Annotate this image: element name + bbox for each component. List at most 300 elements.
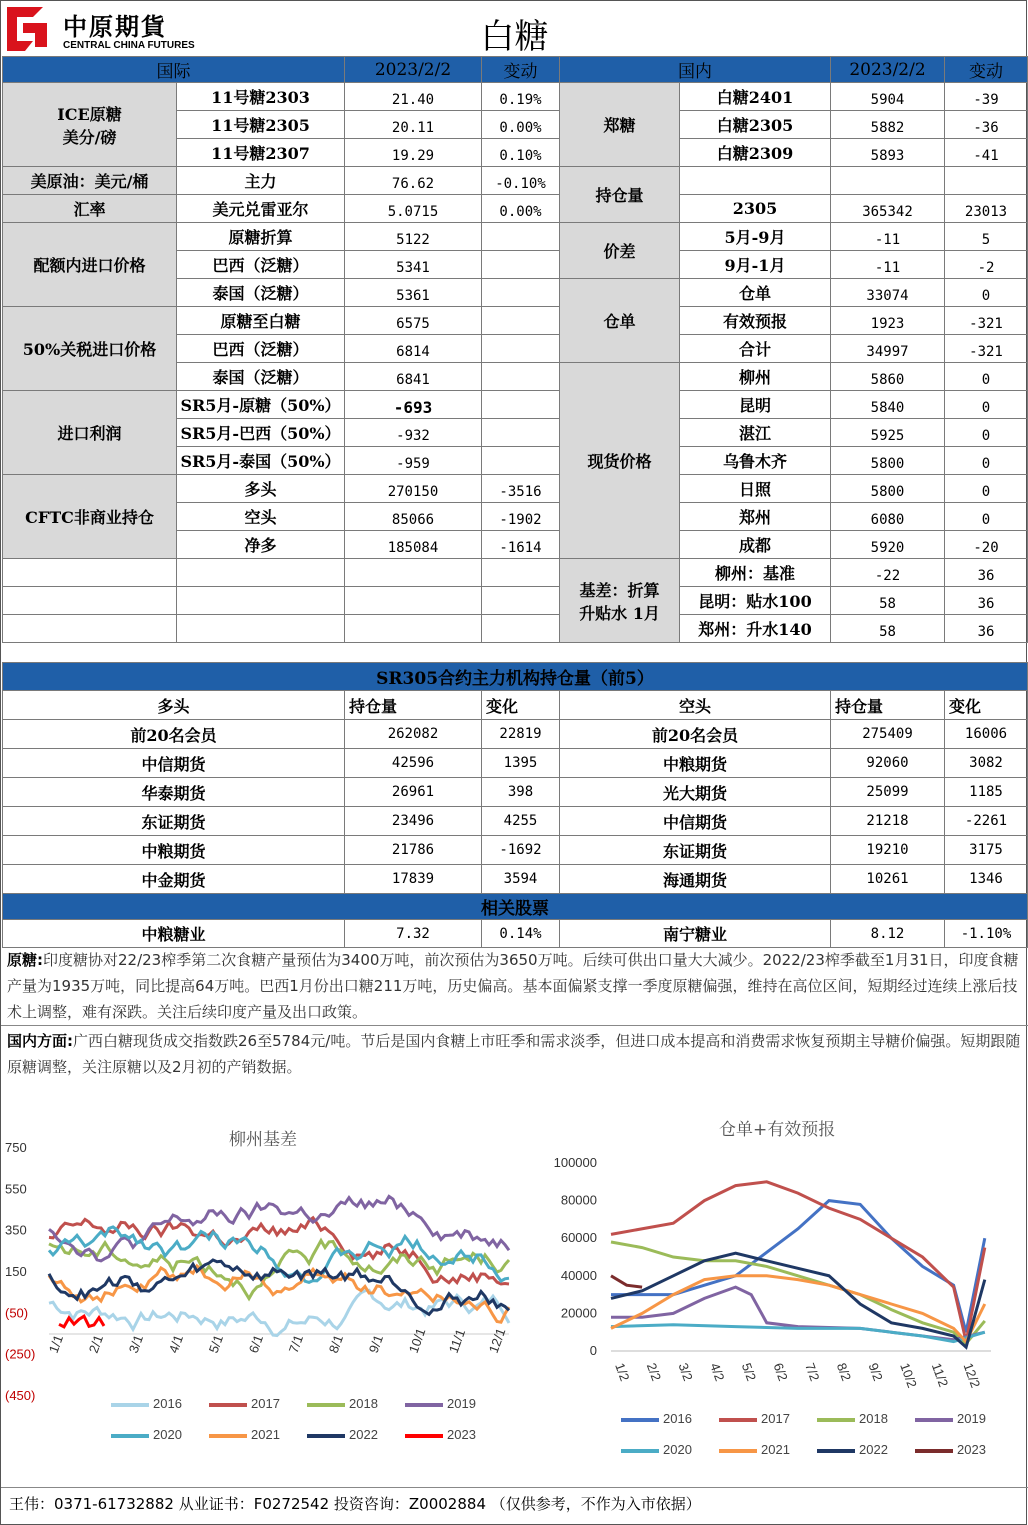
positions-cell: 22819 [482, 720, 560, 749]
dom-item-change: 36 [945, 615, 1028, 643]
positions-head-cell: 持仓量 [831, 691, 945, 720]
series-line-2017 [49, 1218, 509, 1284]
dom-group-label: 持仓量 [560, 167, 680, 223]
x-tick-label: 4/1 [165, 1332, 187, 1356]
intl-item-name: 巴西（泛糖） [177, 251, 345, 279]
legend-swatch [307, 1403, 345, 1407]
positions-cell: 1185 [945, 778, 1028, 807]
market-row [3, 195, 1028, 223]
dom-item-change: 0 [945, 363, 1028, 391]
intl-item-value: 6814 [345, 335, 482, 363]
legend-label: 2016 [153, 1396, 182, 1411]
dom-header: 国内 [560, 57, 831, 83]
market-row [3, 83, 1028, 111]
intl-item-change [482, 279, 560, 307]
legend-swatch [405, 1403, 443, 1407]
dom-item-change: -41 [945, 139, 1028, 167]
intl-item-value: 5361 [345, 279, 482, 307]
legend-swatch [817, 1449, 855, 1453]
empty-cell [345, 587, 482, 615]
dom-group-label: 仓单 [560, 279, 680, 363]
empty-cell [3, 587, 177, 615]
x-tick-label: 5/2 [738, 1360, 760, 1384]
legend-item-2021 [719, 1442, 790, 1457]
positions-cell: 前20名会员 [560, 720, 831, 749]
dom-item-name: 湛江 [680, 419, 831, 447]
intl-item-change [482, 335, 560, 363]
intl-item-change [482, 307, 560, 335]
intl-change-header: 变动 [482, 57, 560, 83]
positions-row [3, 865, 1028, 894]
dom-group-label: 郑糖 [560, 83, 680, 167]
positions-cell: 海通期货 [560, 865, 831, 894]
positions-cell: 东证期货 [560, 836, 831, 865]
dom-item-value: 58 [831, 587, 945, 615]
intl-group-label: ICE原糖 美分/磅 [3, 83, 177, 167]
positions-cell: 3175 [945, 836, 1028, 865]
intl-item-name: SR5月-泰国（50%） [177, 447, 345, 475]
positions-title-row [3, 663, 1028, 691]
dom-item-value: 1923 [831, 307, 945, 335]
dom-item-value: 6080 [831, 503, 945, 531]
intl-item-change: 0.00% [482, 195, 560, 223]
raw-sugar-text: 印度糖协对22/23榨季第二次食糖产量预估为3400万吨，前次预估为3650万吨。后续可供出口量大大减少。2022/23榨季截至1月31日，印度食糖产量为1935万吨，同比提高64万吨。巴西1月份出口糖211万吨，历史偏高。基本面偏紧支撑一季度原糖偏强，维持在高位区间，短期经过连续上涨后技术上调整，难有深跌。关注后续印度产量及出口政策。 [7, 951, 1019, 1021]
positions-cell: 262082 [345, 720, 482, 749]
legend-label: 2017 [761, 1411, 790, 1426]
x-tick-label: 1/1 [45, 1332, 67, 1356]
legend-item-2020 [111, 1427, 182, 1442]
dom-item-value: 5893 [831, 139, 945, 167]
dom-item-name: 郑州 [680, 503, 831, 531]
y-tick-label: 0 [589, 1343, 597, 1358]
x-tick-label: 11/1 [445, 1327, 469, 1356]
positions-cell: 25099 [831, 778, 945, 807]
intl-group-label: CFTC非商业持仓 [3, 475, 177, 559]
intl-item-name: 空头 [177, 503, 345, 531]
positions-cell: -1692 [482, 836, 560, 865]
dom-item-value [831, 167, 945, 195]
legend-item-2020 [621, 1442, 692, 1457]
positions-head-cell: 空头 [560, 691, 831, 720]
dom-item-name: 日照 [680, 475, 831, 503]
legend-item-2017 [719, 1411, 790, 1426]
intl-item-value: 20.11 [345, 111, 482, 139]
legend-item-2017 [209, 1396, 280, 1411]
y-tick-label: 40000 [560, 1267, 597, 1283]
legend-item-2019 [405, 1396, 476, 1411]
positions-table [2, 662, 1028, 948]
intl-group-label: 50%关税进口价格 [3, 307, 177, 391]
dom-item-name: 白糖2305 [680, 111, 831, 139]
intl-item-change [482, 251, 560, 279]
market-row [3, 615, 1028, 643]
dom-item-value: 58 [831, 615, 945, 643]
intl-group-label: 配额内进口价格 [3, 223, 177, 307]
market-table-header [3, 57, 1028, 83]
x-tick-label: 9/2 [865, 1360, 886, 1384]
intl-item-change [482, 419, 560, 447]
positions-row [3, 836, 1028, 865]
page-title: 白糖 [480, 17, 549, 57]
legend-label: 2023 [957, 1442, 986, 1457]
raw-sugar-commentary [3, 947, 1025, 1022]
intl-item-name: 11号糖2303 [177, 83, 345, 111]
y-tick-label: (450) [5, 1388, 36, 1403]
intl-item-name: 原糖至白糖 [177, 307, 345, 335]
legend-label: 2020 [153, 1427, 182, 1442]
positions-head-cell: 变化 [482, 691, 560, 720]
empty-cell [3, 615, 177, 643]
legend-swatch [209, 1403, 247, 1407]
positions-cell: 398 [482, 778, 560, 807]
intl-item-value: -693 [345, 391, 482, 419]
intl-item-value: 21.40 [345, 83, 482, 111]
x-tick-label: 7/1 [285, 1332, 307, 1356]
dom-item-value: 5800 [831, 447, 945, 475]
legend-swatch [621, 1418, 659, 1422]
x-tick-label: 12/2 [960, 1360, 984, 1390]
dom-item-name: 合计 [680, 335, 831, 363]
positions-cell: 中金期货 [3, 865, 345, 894]
x-tick-label: 10/1 [405, 1326, 429, 1356]
warrant-chart [541, 1151, 1016, 1391]
positions-cell: 19210 [831, 836, 945, 865]
intl-header: 国际 [3, 57, 345, 83]
empty-cell [345, 615, 482, 643]
market-row [3, 475, 1028, 503]
legend-swatch [719, 1418, 757, 1422]
positions-cell: 23496 [345, 807, 482, 836]
stock-cell: 南宁糖业 [560, 920, 831, 948]
dom-item-change: 0 [945, 419, 1028, 447]
left-chart-legend [111, 1396, 511, 1456]
dom-item-change: 0 [945, 503, 1028, 531]
x-tick-label: 7/2 [802, 1360, 823, 1384]
empty-cell [177, 615, 345, 643]
dom-group-label: 价差 [560, 223, 680, 279]
positions-cell: 26961 [345, 778, 482, 807]
legend-label: 2021 [761, 1442, 790, 1457]
raw-sugar-label: 原糖: [7, 951, 43, 969]
dom-item-change: -20 [945, 531, 1028, 559]
legend-item-2022 [307, 1427, 378, 1442]
legend-label: 2018 [859, 1411, 888, 1426]
footer-contact: 王伟：0371-61732882 从业证书：F0272542 投资咨询：Z0002884 （仅供参考，不作为入市依据） [9, 1495, 701, 1513]
intl-item-change: -1902 [482, 503, 560, 531]
x-tick-label: 2/2 [643, 1360, 665, 1384]
intl-item-value: -932 [345, 419, 482, 447]
intl-group-label: 汇率 [3, 195, 177, 223]
x-tick-label: 8/2 [833, 1360, 855, 1384]
intl-item-name: 巴西（泛糖） [177, 335, 345, 363]
stock-cell: 0.14% [482, 920, 560, 948]
market-row [3, 391, 1028, 419]
legend-label: 2023 [447, 1427, 476, 1442]
positions-cell: 21218 [831, 807, 945, 836]
y-tick-label: 350 [5, 1222, 27, 1238]
legend-item-2023 [405, 1427, 476, 1442]
y-tick-label: 100000 [553, 1155, 597, 1170]
y-tick-label: 750 [5, 1140, 27, 1155]
liuzhou-basis-chart [1, 1136, 516, 1403]
positions-cell: 16006 [945, 720, 1028, 749]
legend-label: 2020 [663, 1442, 692, 1457]
logo-cn-text: 中原期貨 [63, 13, 167, 41]
dom-item-name: 5月-9月 [680, 223, 831, 251]
dom-item-change [945, 167, 1028, 195]
legend-swatch [719, 1449, 757, 1453]
legend-swatch [621, 1449, 659, 1453]
x-tick-label: 11/2 [928, 1360, 952, 1389]
empty-cell [482, 615, 560, 643]
intl-item-value: 5122 [345, 223, 482, 251]
intl-item-change [482, 223, 560, 251]
market-row [3, 587, 1028, 615]
intl-item-name: SR5月-巴西（50%） [177, 419, 345, 447]
y-tick-label: 150 [5, 1264, 27, 1279]
positions-cell: 42596 [345, 749, 482, 778]
positions-row [3, 807, 1028, 836]
legend-swatch [915, 1418, 953, 1422]
report-header [1, 1, 1028, 56]
intl-date-header: 2023/2/2 [345, 57, 482, 83]
dom-item-name: 有效预报 [680, 307, 831, 335]
intl-item-name: SR5月-原糖（50%） [177, 391, 345, 419]
market-table [2, 56, 1028, 643]
positions-row [3, 778, 1028, 807]
series-line-2023 [59, 1316, 104, 1327]
footer-divider [1, 1487, 1028, 1488]
positions-cell: 92060 [831, 749, 945, 778]
dom-item-name: 乌鲁木齐 [680, 447, 831, 475]
intl-item-value: 5.0715 [345, 195, 482, 223]
legend-label: 2019 [957, 1411, 986, 1426]
empty-cell [177, 587, 345, 615]
positions-head-cell: 多头 [3, 691, 345, 720]
x-tick-label: 3/1 [125, 1332, 147, 1356]
positions-head-cell: 变化 [945, 691, 1028, 720]
legend-item-2016 [111, 1396, 182, 1411]
y-tick-label: 60000 [560, 1230, 597, 1246]
stocks-title: 相关股票 [3, 894, 1028, 920]
intl-item-value: 270150 [345, 475, 482, 503]
intl-item-value: 6575 [345, 307, 482, 335]
x-tick-label: 9/1 [365, 1332, 387, 1356]
stocks-title-row [3, 894, 1028, 920]
dom-item-name [680, 167, 831, 195]
dom-item-name: 郑州：升水140 [680, 615, 831, 643]
intl-item-value: 185084 [345, 531, 482, 559]
dom-item-name: 白糖2309 [680, 139, 831, 167]
dom-date-header: 2023/2/2 [831, 57, 945, 83]
positions-cell: 中信期货 [560, 807, 831, 836]
x-tick-label: 10/2 [897, 1360, 920, 1390]
x-tick-label: 1/2 [612, 1360, 633, 1384]
dom-item-change: 0 [945, 279, 1028, 307]
dom-item-value: 5925 [831, 419, 945, 447]
positions-cell: 中粮期货 [3, 836, 345, 865]
dom-item-name: 昆明：贴水100 [680, 587, 831, 615]
positions-cell: 中粮期货 [560, 749, 831, 778]
x-tick-label: 6/1 [245, 1332, 267, 1356]
dom-group-label: 现货价格 [560, 363, 680, 559]
domestic-text: 广西白糖现货成交指数跌26至5784元/吨。节后是国内食糖上市旺季和需求淡季，但进口成本提高和消费需求恢复预期主导糖价偏强。短期跟随原糖调整，关注原糖以及2月初的产销数据。 [7, 1032, 1021, 1076]
stock-cell: 7.32 [345, 920, 482, 948]
positions-cell: 光大期货 [560, 778, 831, 807]
positions-cell: -2261 [945, 807, 1028, 836]
logo-en-text: CENTRAL CHINA FUTURES [63, 40, 195, 51]
empty-cell [345, 559, 482, 587]
dom-item-change: 36 [945, 559, 1028, 587]
positions-cell: 中信期货 [3, 749, 345, 778]
x-tick-label: 12/1 [485, 1326, 509, 1356]
positions-head-row [3, 691, 1028, 720]
legend-label: 2018 [349, 1396, 378, 1411]
dom-item-change: 36 [945, 587, 1028, 615]
intl-item-value: 6841 [345, 363, 482, 391]
positions-cell: 10261 [831, 865, 945, 894]
series-line-2021 [611, 1276, 985, 1342]
dom-item-value: 365342 [831, 195, 945, 223]
empty-cell [482, 559, 560, 587]
dom-item-change: 0 [945, 447, 1028, 475]
intl-item-change: 0.10% [482, 139, 560, 167]
dom-item-change: 0 [945, 391, 1028, 419]
dom-item-value: 5882 [831, 111, 945, 139]
positions-cell: 21786 [345, 836, 482, 865]
dom-item-value: 34997 [831, 335, 945, 363]
positions-cell: 1346 [945, 865, 1028, 894]
x-tick-label: 2/1 [85, 1332, 107, 1356]
intl-item-change: 0.00% [482, 111, 560, 139]
dom-item-value: -22 [831, 559, 945, 587]
dom-item-change: -36 [945, 111, 1028, 139]
positions-cell: 275409 [831, 720, 945, 749]
series-line-2021 [49, 1266, 509, 1322]
intl-item-change [482, 363, 560, 391]
y-tick-label: 20000 [560, 1305, 597, 1321]
stock-cell: 8.12 [831, 920, 945, 948]
intl-item-name: 11号糖2305 [177, 111, 345, 139]
legend-swatch [915, 1449, 953, 1453]
series-line-2016 [611, 1201, 985, 1333]
intl-item-change: -0.10% [482, 167, 560, 195]
dom-item-value: -11 [831, 251, 945, 279]
y-tick-label: 550 [5, 1181, 27, 1197]
right-chart-legend [621, 1411, 1021, 1471]
market-row [3, 223, 1028, 251]
legend-swatch [209, 1434, 247, 1438]
intl-item-change [482, 447, 560, 475]
intl-item-change: -1614 [482, 531, 560, 559]
x-tick-label: 5/1 [205, 1332, 227, 1356]
intl-group-label: 美原油：美元/桶 [3, 167, 177, 195]
series-line-2023 [611, 1276, 642, 1287]
intl-item-value: 85066 [345, 503, 482, 531]
intl-item-name: 泰国（泛糖） [177, 279, 345, 307]
intl-item-name: 泰国（泛糖） [177, 363, 345, 391]
dom-item-value: 5920 [831, 531, 945, 559]
empty-cell [177, 559, 345, 587]
y-tick-label: 80000 [560, 1192, 597, 1208]
stock-cell: -1.10% [945, 920, 1028, 948]
positions-title: SR305合约主力机构持仓量（前5） [3, 663, 1028, 691]
legend-item-2023 [915, 1442, 986, 1457]
legend-item-2021 [209, 1427, 280, 1442]
domestic-commentary [3, 1028, 1025, 1080]
dom-item-name: 9月-1月 [680, 251, 831, 279]
positions-cell: 东证期货 [3, 807, 345, 836]
legend-label: 2022 [859, 1442, 888, 1457]
legend-label: 2021 [251, 1427, 280, 1442]
positions-cell: 华泰期货 [3, 778, 345, 807]
dom-change-header: 变动 [945, 57, 1028, 83]
x-tick-label: 8/1 [325, 1332, 347, 1356]
dom-item-change: 23013 [945, 195, 1028, 223]
legend-swatch [405, 1434, 443, 1438]
dom-item-name: 仓单 [680, 279, 831, 307]
dom-item-value: 5800 [831, 475, 945, 503]
legend-swatch [307, 1434, 345, 1438]
intl-item-value: 76.62 [345, 167, 482, 195]
dom-item-name: 成都 [680, 531, 831, 559]
legend-swatch [111, 1403, 149, 1407]
empty-cell [482, 587, 560, 615]
dom-item-change: -2 [945, 251, 1028, 279]
left-chart-title: 柳州基差 [229, 1130, 297, 1150]
intl-item-change: 0.19% [482, 83, 560, 111]
stock-cell: 中粮糖业 [3, 920, 345, 948]
legend-swatch [111, 1434, 149, 1438]
divider [1, 1025, 1028, 1026]
x-tick-label: 4/2 [707, 1360, 728, 1384]
dom-item-value: 33074 [831, 279, 945, 307]
legend-label: 2022 [349, 1427, 378, 1442]
y-tick-label: (250) [5, 1346, 36, 1362]
intl-item-value: 5341 [345, 251, 482, 279]
intl-item-name: 多头 [177, 475, 345, 503]
dom-item-name: 白糖2401 [680, 83, 831, 111]
market-row [3, 307, 1028, 335]
dom-item-name: 2305 [680, 195, 831, 223]
positions-cell: 4255 [482, 807, 560, 836]
legend-item-2019 [915, 1411, 986, 1426]
legend-item-2018 [307, 1396, 378, 1411]
legend-label: 2017 [251, 1396, 280, 1411]
legend-swatch [817, 1418, 855, 1422]
dom-item-change: -321 [945, 307, 1028, 335]
stocks-row [3, 920, 1028, 948]
market-row [3, 167, 1028, 195]
dom-group-label: 基差：折算 升贴水 1月 [560, 559, 680, 643]
dom-item-change: -321 [945, 335, 1028, 363]
positions-head-cell: 持仓量 [345, 691, 482, 720]
legend-item-2018 [817, 1411, 888, 1426]
positions-cell: 17839 [345, 865, 482, 894]
series-line-2022 [611, 1253, 985, 1347]
intl-item-value: -959 [345, 447, 482, 475]
empty-cell [3, 559, 177, 587]
intl-item-name: 11号糖2307 [177, 139, 345, 167]
legend-item-2016 [621, 1411, 692, 1426]
positions-cell: 3594 [482, 865, 560, 894]
intl-item-change: -3516 [482, 475, 560, 503]
dom-item-change: 5 [945, 223, 1028, 251]
domestic-label: 国内方面: [7, 1032, 73, 1050]
positions-cell: 前20名会员 [3, 720, 345, 749]
dom-item-name: 柳州：基准 [680, 559, 831, 587]
dom-item-name: 昆明 [680, 391, 831, 419]
